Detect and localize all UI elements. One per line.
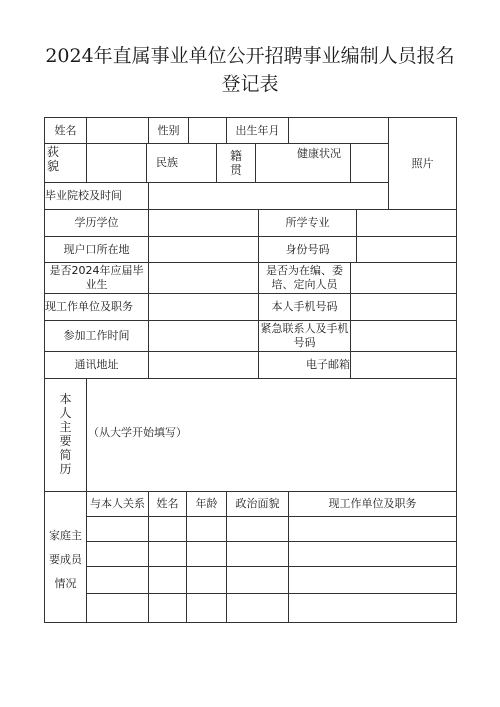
label-name: 姓名 xyxy=(54,123,77,137)
label-appearance-a: 荻 xyxy=(47,145,60,159)
hukou-field[interactable] xyxy=(149,237,258,262)
resume-char: 人 xyxy=(59,406,72,420)
name-field[interactable] xyxy=(87,118,148,143)
label-email: 电子邮箱 xyxy=(306,358,350,371)
label-hukou: 现户口所在地 xyxy=(63,242,130,256)
resume-char: 历 xyxy=(59,462,72,476)
address-field[interactable] xyxy=(149,352,258,378)
label-workplace: 现工作单位及职务 xyxy=(45,300,133,313)
work-start-field[interactable] xyxy=(149,321,258,351)
label-graduate-2024: 是否2024年应届毕业生 xyxy=(49,264,144,291)
family-line: 家庭主 xyxy=(49,529,82,542)
family-line: 要成员 xyxy=(49,553,82,566)
resume-char: 简 xyxy=(59,448,72,462)
label-emergency: 紧急联系人及手机号码 xyxy=(260,322,349,349)
label-phone: 本人手机号码 xyxy=(271,300,338,313)
family-politics-header: 政治面貌 xyxy=(235,497,280,510)
major-field[interactable] xyxy=(357,210,456,236)
label-work-start: 参加工作时间 xyxy=(63,329,130,342)
label-photo: 照片 xyxy=(411,156,434,170)
ethnicity-field[interactable] xyxy=(147,164,216,182)
resume-char: 要 xyxy=(59,434,72,448)
family-name-header: 姓名 xyxy=(156,497,179,510)
resume-hint: （从大学开始填写） xyxy=(88,426,187,439)
family-workplace-header: 现工作单位及职务 xyxy=(328,497,417,510)
idnum-field[interactable] xyxy=(357,237,456,262)
label-family xyxy=(45,525,86,595)
gender-field[interactable] xyxy=(189,118,226,143)
label-appearance-b: 貌 xyxy=(47,159,60,173)
label-origin-a: 籍 xyxy=(229,149,242,163)
phone-field[interactable] xyxy=(351,294,456,320)
email-field[interactable] xyxy=(351,352,456,378)
in-staff-field[interactable] xyxy=(351,263,456,293)
label-idnum: 身份号码 xyxy=(285,242,330,256)
family-line: 情况 xyxy=(54,577,77,590)
label-origin-b: 贯 xyxy=(229,163,242,177)
family-relation-header: 与本人关系 xyxy=(90,497,145,510)
workplace-field[interactable] xyxy=(149,294,258,320)
health-field[interactable] xyxy=(351,144,388,182)
family-age-header: 年龄 xyxy=(195,497,218,510)
degree-field[interactable] xyxy=(149,210,258,236)
label-resume xyxy=(45,392,86,476)
resume-field[interactable] xyxy=(87,444,456,491)
graduate-2024-field[interactable] xyxy=(149,263,258,293)
label-ethnicity: 民族 xyxy=(156,156,178,169)
label-in-staff: 是否为在编、委培、定向人员 xyxy=(266,264,343,291)
resume-char: 本 xyxy=(59,392,72,406)
label-birth: 出生年月 xyxy=(235,123,280,137)
label-health: 健康状况 xyxy=(297,147,341,160)
label-gender: 性别 xyxy=(157,123,180,137)
label-appearance xyxy=(45,144,88,174)
form-title: 2024年直属事业单位公开招聘事业编制人员报名 xyxy=(45,45,455,67)
appearance-field[interactable] xyxy=(87,144,146,182)
label-degree: 学历学位 xyxy=(74,216,119,229)
form-title-line2: 登记表 xyxy=(221,73,279,95)
label-origin xyxy=(217,144,255,182)
label-school: 毕业院校及时间 xyxy=(45,189,122,202)
label-address: 通讯地址 xyxy=(74,358,119,371)
birth-field[interactable] xyxy=(289,118,388,143)
school-field[interactable] xyxy=(149,183,388,209)
emergency-field[interactable] xyxy=(351,321,456,351)
label-major: 所学专业 xyxy=(285,216,330,229)
resume-char: 主 xyxy=(59,420,72,434)
